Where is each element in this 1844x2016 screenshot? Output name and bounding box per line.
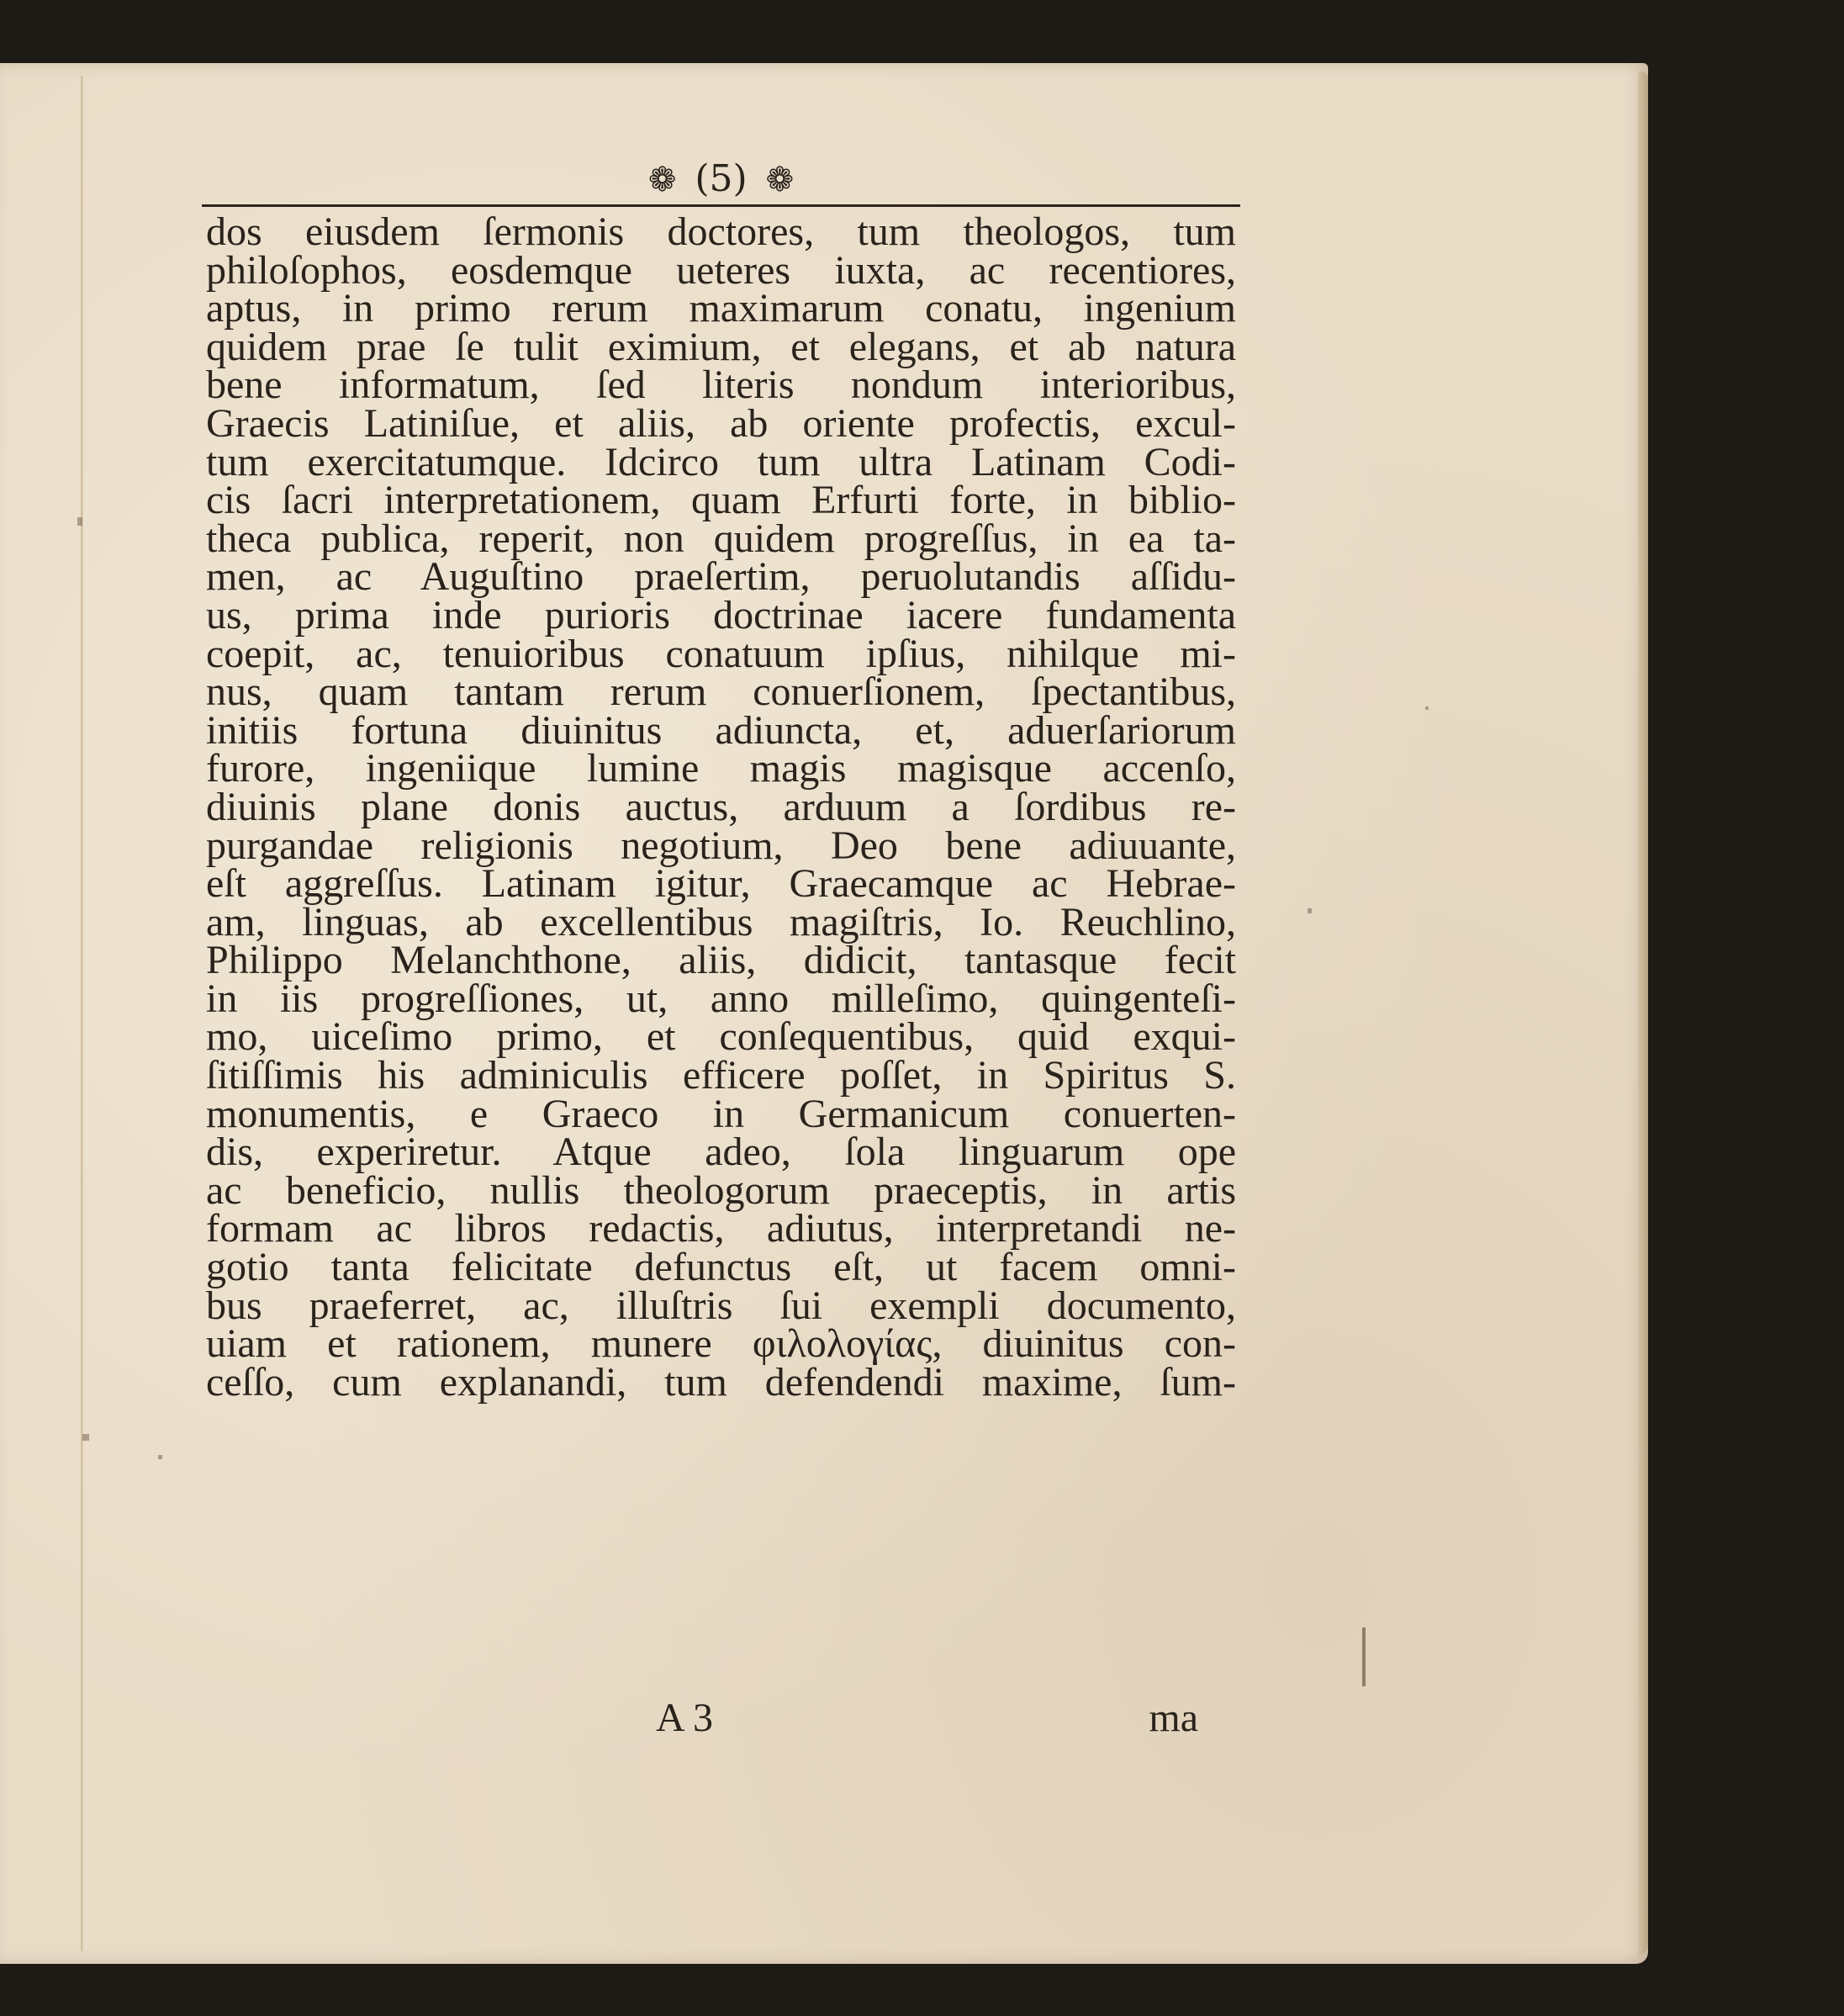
text-line: monumentis, e Graeco in Germanicum conuerten- [206, 1091, 1236, 1136]
text-line: diuinis plane donis auctus, arduum a ſordibus re- [206, 784, 1236, 829]
text-line: eſt aggreſſus. Latinam igitur, Graecamque ac Hebrae- [206, 861, 1236, 907]
text-line: tum exercitatumque. Idcirco tum ultra Latinam Codi- [206, 439, 1236, 484]
text-line: uiam et rationem, munere φιλολογίας, diuinitus con- [206, 1321, 1236, 1367]
paper-speck [158, 1455, 162, 1459]
page-footer [206, 1695, 1198, 1745]
flower-ornament-left-icon: ❁ [647, 161, 677, 199]
binding-gutter [81, 76, 83, 1951]
text-line: bus praeferret, ac, illuſtris ſui exempli documento, [206, 1283, 1236, 1328]
text-line: ſitiſſimis his adminiculis efficere poſſet, in Spiritus S. [206, 1053, 1236, 1098]
text-line: gotio tanta felicitate defunctus eſt, ut facem omni- [206, 1245, 1236, 1290]
text-line: dos eiusdem ſermonis doctores, tum theologos, tum [206, 209, 1236, 254]
text-line: theca publica, reperit, non quidem progreſſus, in ea ta- [206, 516, 1236, 561]
text-line: am, linguas, ab excellentibus magiſtris, Io. Reuchlino, [206, 899, 1236, 945]
text-line: purgandae religionis negotium, Deo bene adiuuante, [206, 823, 1236, 868]
text-line: formam ac libros redactis, adiutus, interpretandi ne- [206, 1206, 1236, 1251]
catchword: ma [1149, 1696, 1198, 1740]
text-line: ac beneficio, nullis theologorum praeceptis, in artis [206, 1167, 1236, 1213]
text-line: dis, experiretur. Atque adeo, ſola linguarum ope [206, 1130, 1236, 1175]
text-line: furore, ingeniique lumine magis magisque accenſo, [206, 746, 1236, 791]
text-line: us, prima inde purioris doctrinae iacere fundamenta [206, 592, 1236, 638]
paper-speck [1308, 908, 1312, 913]
text-line: quidem prae ſe tulit eximium, et elegans, et ab natura [206, 324, 1236, 369]
text-line: nus, quam tantam rerum conuerſionem, ſpectantibus, [206, 669, 1236, 715]
page-header [202, 156, 1240, 206]
text-line: mo, uiceſimo primo, et conſequentibus, quid exqui- [206, 1014, 1236, 1060]
text-line: ceſſo, cum explanandi, tum defendendi maxime, ſum- [206, 1359, 1236, 1405]
signature-mark: A 3 [656, 1696, 714, 1740]
text-line: men, ac Auguſtino praeſertim, peruolutandis aſſidu- [206, 554, 1236, 600]
text-line: bene informatum, ſed literis nondum interioribus, [206, 362, 1236, 408]
page-number: (5) [695, 157, 748, 200]
body-text [206, 209, 1236, 1405]
text-line: cis ſacri interpretationem, quam Erfurti forte, in biblio- [206, 478, 1236, 523]
text-line: initiis fortuna diuinitus adiuncta, et, aduerſariorum [206, 707, 1236, 753]
text-line: coepit, ac, tenuioribus conatuum ipſius, nihilque mi- [206, 631, 1236, 676]
text-line: aptus, in primo rerum maximarum conatu, ingenium [206, 286, 1236, 331]
flower-ornament-right-icon: ❁ [765, 161, 795, 199]
paper-speck [77, 517, 82, 526]
paper-speck [1362, 1627, 1366, 1686]
text-line: Philippo Melanchthone, aliis, didicit, tantasque fecit [206, 938, 1236, 983]
page-header-center [202, 156, 1240, 204]
text-line: in iis progreſſiones, ut, anno milleſimo, quingenteſi- [206, 976, 1236, 1021]
text-line: Graecis Latiniſue, et aliis, ab oriente profectis, excul- [206, 400, 1236, 446]
paper-speck [1425, 706, 1429, 710]
page-edge [1638, 71, 1648, 1955]
paper-speck [82, 1434, 89, 1441]
header-rule [202, 204, 1240, 207]
text-line: philoſophos, eosdemque ueteres iuxta, ac recentiores, [206, 247, 1236, 293]
